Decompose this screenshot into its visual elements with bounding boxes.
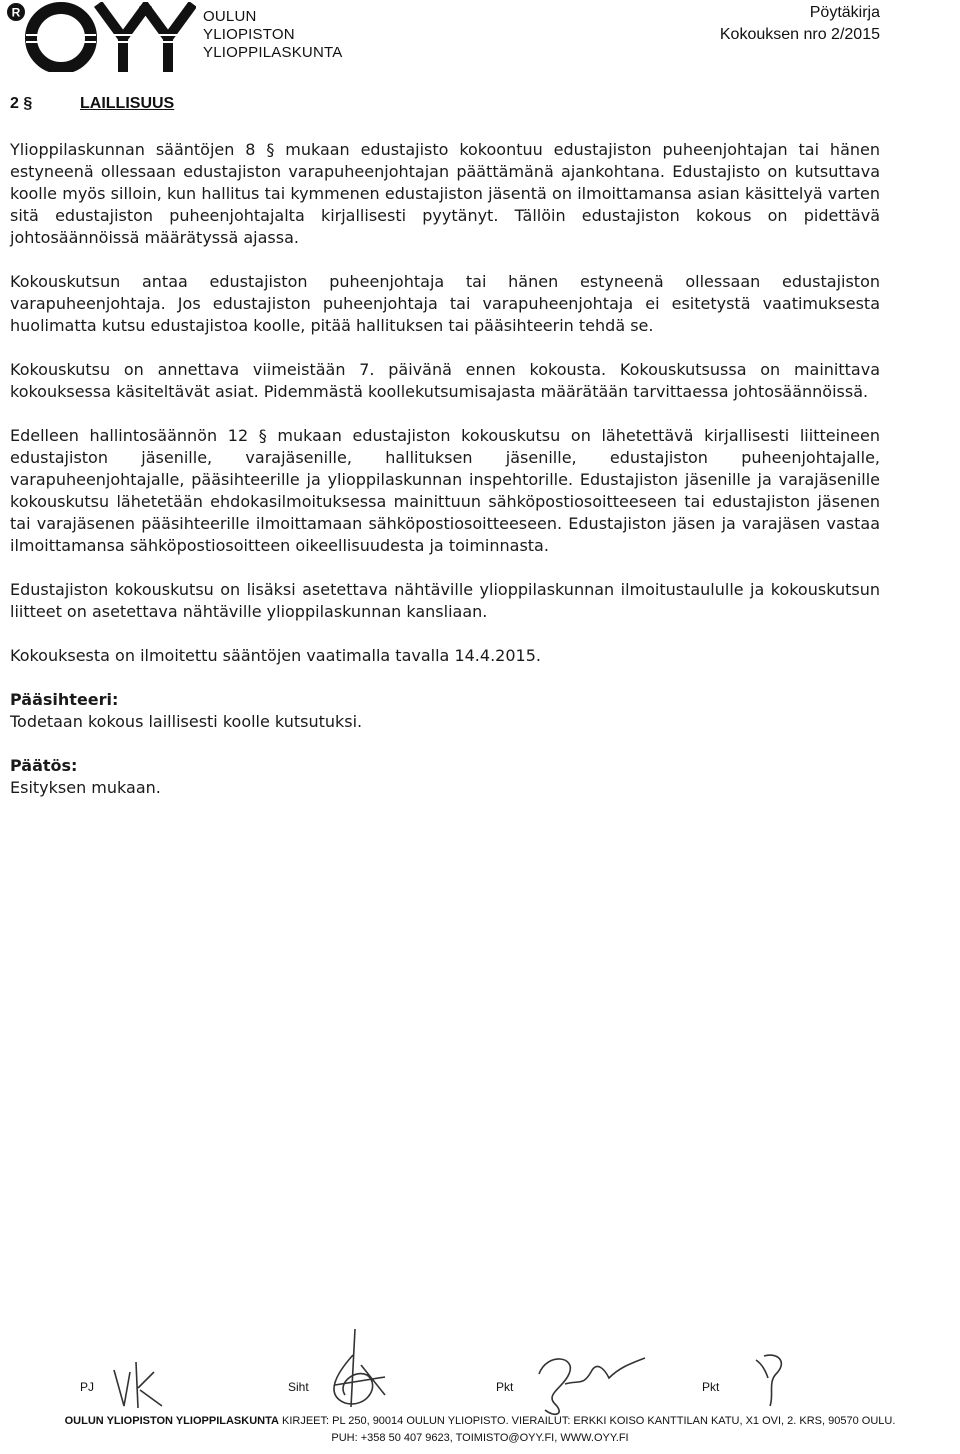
org-line: YLIOPPILASKUNTA (203, 44, 343, 61)
document-body (10, 139, 880, 821)
page-footer (0, 1413, 960, 1447)
section-title: LAILLISUUS (80, 95, 175, 112)
section-number: 2 § (10, 95, 33, 112)
paragraph: Kokouksesta on ilmoitettu sääntöjen vaatimalla tavalla 14.4.2015. (10, 646, 541, 665)
footer-address-line (0, 1413, 960, 1430)
svg-text:R: R (11, 5, 21, 20)
meeting-number: Kokouksen nro 2/2015 (719, 26, 880, 43)
document-meta (720, 2, 880, 46)
signature-label-pkt-2: Pkt (702, 1380, 720, 1394)
footer-contact: PUH: +358 50 407 9623, TOIMISTO@OYY.FI, WWW.OYY.FI (331, 1432, 629, 1444)
footer-org-name: OULUN YLIOPISTON YLIOPPILASKUNTA (64, 1415, 279, 1427)
paragraph: Edelleen hallintosäännön 12 § mukaan edustajiston kokouskutsu on lähetettävä kirjallisesti liitteineen edustajiston jäsenille, varajäsenille, hallituksen jäsenille, edustajiston puheenjohtajalle, varapuheenjohtajalle, pääsihteerille ja ylioppilaskunnan inspehtorille. Edustajiston jäsenille ja varajäsenille kokouskutsu lähetetään ehdokasilmoituksessa mainittuun sähköpostiosoitteeseen tai edustajiston jäsenen tai varajäsenen pääsihteerille ilmoittamaan sähköpostiosoitteeseen. Edustajiston jäsen ja varajäsen vastaa ilmoittamansa sähköpostiosoitteen oikeellisuudesta ja toiminnasta. (10, 426, 880, 555)
proposal-text: Todetaan kokous laillisesti koolle kutsutuksi. (10, 712, 363, 731)
section-heading (10, 95, 174, 113)
paragraph: Kokouskutsu on annettava viimeistään 7. päivänä ennen kokousta. Kokouskutsussa on mainittava kokouksessa käsiteltävät asiat. Pidemmästä koollekutsumisajasta määrätään tarvittaessa johtosäännöissä. (10, 360, 880, 401)
decision-block (10, 755, 880, 799)
initials-signature-pkt-1 (525, 1348, 655, 1418)
document-type: Pöytäkirja (809, 4, 880, 21)
initials-signature-siht (315, 1325, 395, 1410)
signature-label-pkt-1: Pkt (496, 1380, 514, 1394)
signature-row (0, 1340, 960, 1416)
initials-signature-pkt-2 (748, 1350, 798, 1410)
proposal-label: Pääsihteeri: (10, 690, 119, 709)
paragraph: Ylioppilaskunnan sääntöjen 8 § mukaan edustajisto kokoontuu edustajiston puheenjohtajan tai hänen estyneenä ollessaan edustajiston varapuheenjohtajan päättämänä ajankohtana. Edustajisto on kutsuttava koolle myös silloin, kun hallitus tai kymmenen edustajiston jäsentä on ilmoittamansa asian käsittelyä varten sitä edustajiston puheenjohtajalta kirjallisesti pyytänyt. Tällöin edustajiston kokous on pidettävä johtosäännöissä määrätyssä ajassa. (10, 140, 880, 247)
paragraph: Kokouskutsun antaa edustajiston puheenjohtaja tai hänen estyneenä ollessaan edustajiston varapuheenjohtaja. Jos edustajiston puheenjohtaja tai varapuheenjohtaja ei esitetystä vaatimuksesta huolimatta kutsu edustajistoa koolle, pitää hallituksen tai pääsihteerin tehdä se. (10, 272, 880, 335)
footer-address: KIRJEET: PL 250, 90014 OULUN YLIOPISTO. VIERAILUT: ERKKI KOISO KANTTILAN KATU, X1 OVI, 2. KRS, 90570 OULU. (282, 1415, 896, 1427)
signature-label-pj: PJ (80, 1380, 95, 1394)
org-line: OULUN (203, 8, 257, 25)
paragraph: Edustajiston kokouskutsu on lisäksi asetettava nähtäville ylioppilaskunnan ilmoitustaululle ja kokouskutsun liitteet on asetettava nähtäville ylioppilaskunnan kansliaan. (10, 580, 880, 621)
proposal-block (10, 689, 880, 733)
initials-signature-pj (110, 1350, 170, 1410)
organization-name (203, 8, 342, 62)
decision-label: Päätös: (10, 756, 78, 775)
oyy-logo (6, 2, 196, 72)
decision-text: Esityksen mukaan. (10, 778, 161, 797)
page-header (0, 0, 960, 80)
org-line: YLIOPISTON (203, 26, 295, 43)
signature-label-siht: Siht (288, 1380, 309, 1394)
